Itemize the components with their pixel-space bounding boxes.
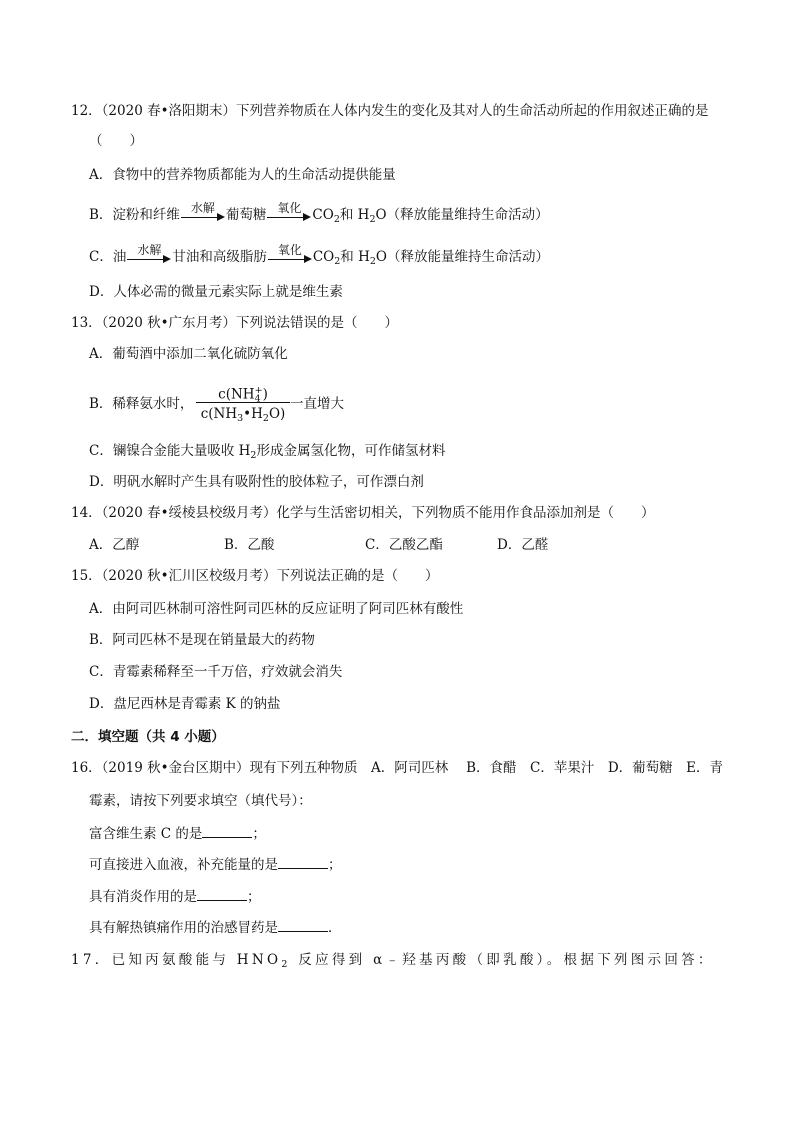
q16-blank-3: 具有消炎作用的是 ；: [89, 886, 261, 907]
q14-option-a: A．乙醇: [89, 537, 140, 553]
q13-option-a: A．葡萄酒中添加二氧化硫防氧化: [89, 346, 288, 362]
arrow-label: 水解: [137, 242, 162, 257]
subscript: 2: [333, 214, 340, 225]
q15-option-d: D．盘尼西林是青霉素 K 的钠盐: [89, 696, 281, 712]
q14-option-b: B．乙酸: [224, 537, 275, 553]
q14-stem: 14．（2020 春•绥棱县校级月考）化学与生活密切相关，下列物质不能用作食品添加剂是（ ）: [71, 505, 655, 521]
formula: CO: [312, 249, 335, 265]
q12-c-suffix: O（释放能量维持生命活动）: [375, 249, 549, 265]
q15-stem: 15．（2020 秋•汇川区校级月考）下列说法正确的是（ ）: [71, 568, 439, 584]
answer-blank[interactable]: [278, 854, 328, 869]
reaction-arrow-hydrolysis: [127, 242, 171, 268]
q16-stem-cont: 霉素，请按下列要求填空（填代号）：: [89, 793, 312, 809]
reaction-arrow-oxidation: [268, 242, 312, 268]
q12-c-middle: 甘油和高级脂肪: [172, 249, 267, 265]
q12-option-c: [89, 242, 549, 272]
q12-c-prefix: C．油: [89, 249, 127, 265]
subscript: 2: [369, 256, 376, 267]
arrow-label: 氧化: [277, 200, 302, 215]
q12-b-prefix: B．淀粉和纤维: [89, 207, 180, 223]
section-heading: 二．填空题（共 4 小题）: [71, 729, 225, 745]
arrow-label: 水解: [190, 200, 215, 215]
fraction-denominator: $c(NH_3•H_2O)$: [200, 406, 286, 424]
q12-stem: 12．（2020 春•洛阳期末）下列营养物质在人体内发生的变化及其对人的生命活动所起的作用叙述正确的是: [71, 103, 709, 119]
concentration-fraction: [196, 381, 290, 424]
q16-blank-4: 具有解热镇痛作用的治感冒药是 ．: [89, 917, 342, 938]
q12-option-b: [89, 200, 549, 230]
q13-option-c: C．镧镍合金能大量吸收 $H_2$形成金属氢化物，可作储氢材料: [89, 443, 446, 461]
q12-answer-paren: （ ）: [89, 133, 143, 149]
q14-option-d: D．乙醛: [497, 537, 549, 553]
reaction-arrow-oxidation: [267, 200, 311, 226]
q14-option-c: C．乙酸乙酯: [365, 537, 443, 553]
q12-option-d: D．人体必需的微量元素实际上就是维生素: [89, 284, 343, 300]
q15-option-a: A．由阿司匹林制可溶性阿司匹林的反应证明了阿司匹林有酸性: [89, 601, 464, 617]
text: 和 H: [339, 207, 370, 223]
q12-option-a: A．食物中的营养物质都能为人的生命活动提供能量: [89, 167, 396, 183]
q17-stem: 17．已知丙氨酸能与 $HNO_2$ 反应得到 α﹣羟基丙酸（即乳酸）。根据下列图示回答：: [71, 952, 715, 970]
q15-option-c: C．青霉素稀释至一千万倍，疗效就会消失: [89, 664, 343, 680]
q12-b-middle: 葡萄糖: [225, 207, 267, 223]
q13-option-b-suffix: 一直增大: [290, 396, 344, 412]
q16-stem: 16．（2019 秋•金台区期中）现有下列五种物质 A．阿司匹林 B．食醋 C．苹果汁 D．葡萄糖 E．青: [71, 760, 724, 776]
text: 和 H: [340, 249, 370, 265]
answer-blank[interactable]: [278, 917, 328, 932]
q15-option-b: B．阿司匹林不是现在销量最大的药物: [89, 632, 315, 648]
arrow-label: 氧化: [277, 242, 302, 257]
q13-stem: 13．（2020 秋•广东月考）下列说法错误的是（ ）: [71, 315, 399, 331]
q12-b-suffix: O（释放能量维持生命活动）: [375, 207, 549, 223]
q13-option-b-prefix: B．稀释氨水时，: [89, 396, 194, 412]
reaction-arrow-hydrolysis: [181, 200, 225, 226]
fraction-numerator: $c(NH_4^+)$: [218, 385, 268, 405]
q16-blank-1: 富含维生素 C 的是 ；: [89, 823, 266, 844]
formula: CO: [312, 207, 334, 223]
subscript: 2: [334, 256, 341, 267]
answer-blank[interactable]: [202, 823, 252, 838]
q13-option-d: D．明矾水解时产生具有吸附性的胶体粒子，可作漂白剂: [89, 474, 424, 490]
answer-blank[interactable]: [197, 886, 247, 901]
subscript: 2: [369, 214, 376, 225]
q16-blank-2: 可直接进入血液，补充能量的是 ；: [89, 854, 342, 875]
